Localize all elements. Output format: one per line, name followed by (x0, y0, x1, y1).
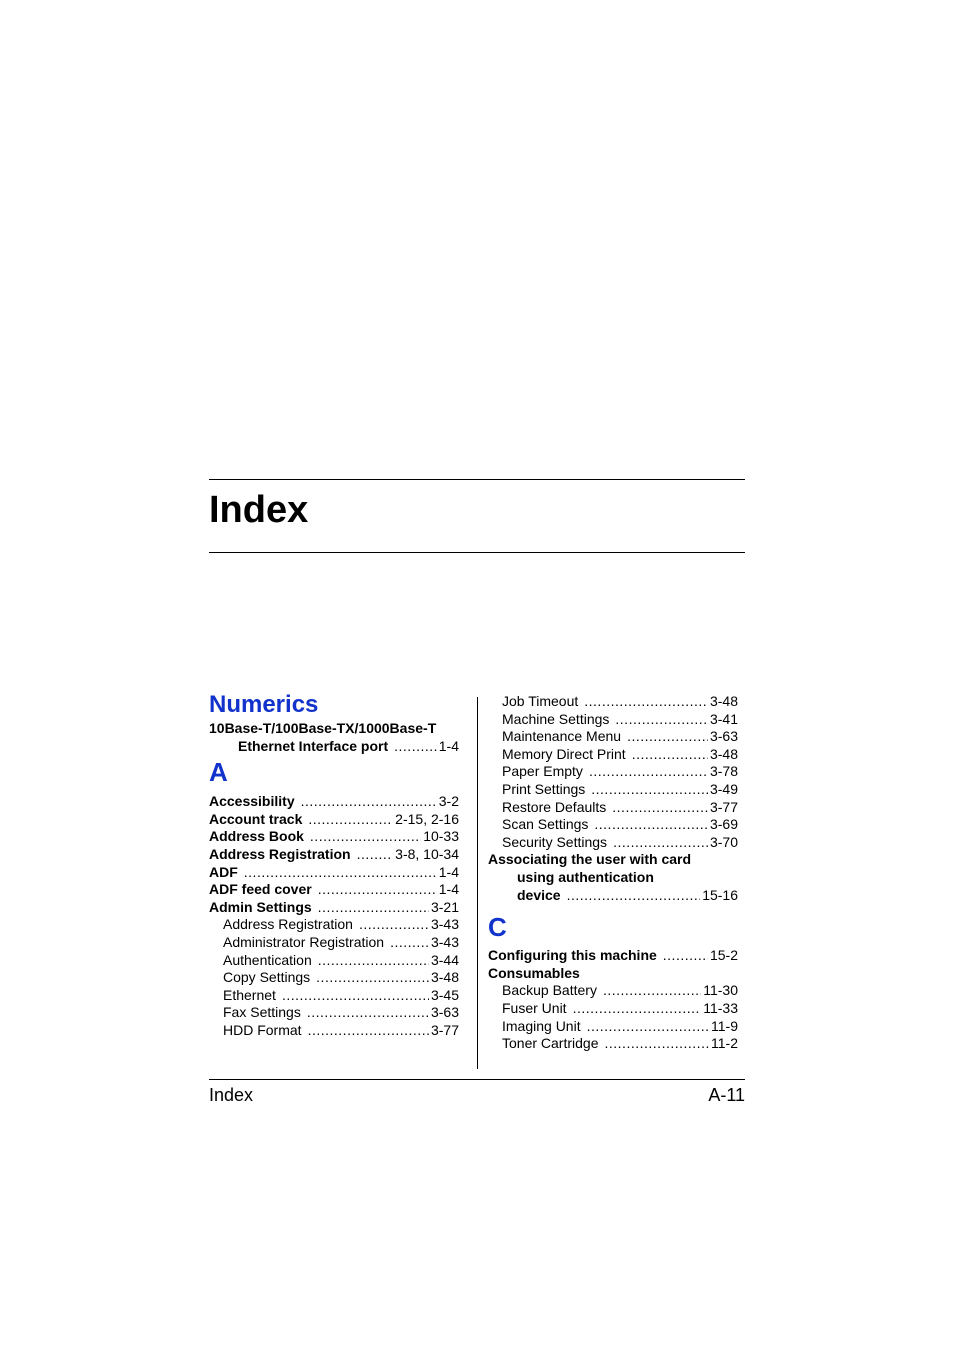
entry-term: Restore Defaults (502, 798, 607, 815)
entry-term: Ethernet (223, 986, 276, 1003)
index-column-left (209, 690, 459, 1040)
entry-term: Admin Settings (209, 898, 312, 915)
index-subentry (488, 781, 738, 799)
index-subentry (209, 934, 459, 952)
index-subentry (488, 1035, 738, 1053)
leader-dots (308, 811, 393, 829)
index-subentry (209, 1022, 459, 1040)
entry-page: 3-69 (709, 816, 738, 833)
section-heading-numerics: Numerics (209, 691, 319, 718)
entry-page: 3-8, 10-34 (395, 845, 459, 862)
entry-term: Job Timeout (502, 693, 579, 709)
entry-term: Print Settings (502, 780, 586, 797)
entry-term: Scan Settings (502, 816, 589, 833)
leader-dots (567, 887, 701, 905)
index-entry (488, 947, 738, 965)
column-divider (477, 697, 478, 1069)
entry-term: Consumables (488, 964, 580, 981)
entry-page: 11-2 (711, 1035, 738, 1052)
entry-page: 3-48 (709, 693, 738, 709)
entry-term: Ethernet Interface port (238, 737, 389, 754)
index-subentry (488, 982, 738, 1000)
leader-dots (589, 763, 708, 781)
entry-term: Security Settings (502, 833, 608, 850)
leader-dots (307, 1004, 429, 1022)
leader-dots (310, 828, 421, 846)
entry-term: device (517, 886, 561, 903)
entry-page: 15-16 (702, 886, 738, 903)
index-subentry (209, 952, 459, 970)
entry-page: 3-2 (438, 793, 459, 810)
footer-page-number: A-11 (708, 1085, 745, 1105)
entry-term: Paper Empty (502, 763, 583, 780)
admin-settings-subentries (209, 916, 459, 1039)
index-entry-continuation (488, 869, 738, 887)
entry-page: 2-15, 2-16 (395, 810, 459, 827)
index-entry (209, 864, 459, 882)
entry-term: Toner Cartridge (502, 1035, 599, 1052)
entry-page: 1-4 (438, 737, 459, 754)
admin-settings-subentries-continued (488, 693, 738, 851)
entry-page: 3-48 (709, 745, 738, 762)
leader-dots (301, 793, 437, 811)
index-entry-continuation (488, 887, 738, 905)
section-heading-a: A (209, 757, 228, 788)
index-subentry (488, 816, 738, 834)
entry-term: Accessibility (209, 793, 295, 810)
index-entry (209, 793, 459, 811)
entry-page: 3-21 (430, 898, 459, 915)
entry-page: 10-33 (423, 828, 459, 845)
leader-dots (308, 1022, 429, 1040)
leader-dots (316, 969, 429, 987)
entry-term: ADF (209, 863, 238, 880)
leader-dots (603, 982, 701, 1000)
entry-term: Backup Battery (502, 982, 597, 999)
index-subentry (488, 711, 738, 729)
entry-page: 3-49 (709, 780, 738, 797)
section-a-entries (209, 793, 459, 916)
leader-dots (318, 899, 429, 917)
index-subentry (488, 728, 738, 746)
entry-term: Fuser Unit (502, 999, 567, 1016)
leader-dots (573, 1000, 702, 1018)
entry-page: 1-4 (438, 881, 459, 898)
entry-term: Maintenance Menu (502, 728, 622, 745)
index-subentry (488, 1018, 738, 1036)
entry-term: Authentication (223, 951, 312, 968)
entry-page: 11-33 (703, 999, 738, 1016)
leader-dots (587, 1018, 709, 1036)
index-subentry (488, 834, 738, 852)
index-subentry (209, 916, 459, 934)
entry-page: 3-78 (709, 763, 738, 780)
leader-dots (627, 728, 708, 746)
leader-dots (357, 846, 394, 864)
entry-term: Fax Settings (223, 1004, 301, 1021)
entry-term: Associating the user with card (488, 851, 692, 868)
leader-dots (394, 738, 437, 756)
leader-dots (591, 781, 708, 799)
entry-term: Account track (209, 810, 303, 827)
entry-term: Memory Direct Print (502, 745, 626, 762)
leader-dots (615, 711, 708, 729)
entry-term: ADF feed cover (209, 881, 312, 898)
leader-dots (632, 746, 708, 764)
index-subentry (209, 969, 459, 987)
entry-term: Administrator Registration (223, 933, 385, 950)
entry-term: Imaging Unit (502, 1017, 581, 1034)
entry-page: 3-63 (709, 728, 738, 745)
entry-term: 10Base-T/100Base-TX/1000Base-T (209, 720, 437, 736)
footer-section-label: Index (209, 1085, 254, 1105)
entry-term: Machine Settings (502, 710, 610, 727)
index-entry (209, 899, 459, 917)
leader-dots (605, 1035, 710, 1053)
section-c-entries (488, 947, 738, 982)
leader-dots (584, 693, 708, 711)
index-subentry (209, 987, 459, 1005)
entry-page: 15-2 (709, 947, 738, 964)
index-subentry (488, 1000, 738, 1018)
index-entry (209, 881, 459, 899)
entry-term: Address Book (209, 828, 304, 845)
index-entry-continuation (209, 738, 459, 756)
entry-term: Address Registration (223, 916, 353, 933)
leader-dots (390, 934, 429, 952)
entry-page: 3-63 (430, 1004, 459, 1021)
footer-rule (209, 1079, 745, 1080)
entry-term: HDD Format (223, 1021, 302, 1038)
index-entry (209, 720, 459, 738)
entry-page: 3-77 (430, 1021, 459, 1038)
section-heading-c: C (488, 912, 507, 943)
leader-dots (663, 947, 708, 965)
entry-page: 3-45 (430, 986, 459, 1003)
entry-page: 3-44 (430, 951, 459, 968)
entry-page: 11-30 (703, 982, 738, 999)
index-subentry (209, 1004, 459, 1022)
leader-dots (613, 834, 708, 852)
leader-dots (594, 816, 708, 834)
entry-term: Configuring this machine (488, 947, 657, 964)
entry-term: Copy Settings (223, 969, 311, 986)
page-title: Index (209, 489, 309, 531)
entry-page: 3-41 (709, 710, 738, 727)
title-top-rule (209, 479, 745, 480)
leader-dots (359, 916, 429, 934)
entry-page: 3-43 (430, 933, 459, 950)
leader-dots (244, 864, 437, 882)
index-subentry (488, 799, 738, 817)
entry-page: 3-77 (709, 798, 738, 815)
title-bottom-rule (209, 552, 745, 553)
index-column-right (488, 690, 738, 1053)
index-entry (209, 846, 459, 864)
leader-dots (318, 881, 437, 899)
index-entry (488, 965, 738, 983)
leader-dots (318, 952, 429, 970)
entry-term: using authentication (517, 868, 654, 885)
consumables-subentries (488, 982, 738, 1052)
index-subentry (488, 763, 738, 781)
index-entry (209, 828, 459, 846)
entry-page: 1-4 (438, 863, 459, 880)
leader-dots (282, 987, 429, 1005)
entry-page: 3-43 (430, 916, 459, 933)
index-entry (209, 811, 459, 829)
index-entry (488, 851, 738, 869)
entry-page: 3-70 (709, 833, 738, 850)
leader-dots (612, 799, 708, 817)
entry-term: Address Registration (209, 845, 351, 862)
index-subentry (488, 693, 738, 711)
index-subentry (488, 746, 738, 764)
entry-page: 11-9 (711, 1017, 738, 1034)
entry-page: 3-48 (430, 969, 459, 986)
